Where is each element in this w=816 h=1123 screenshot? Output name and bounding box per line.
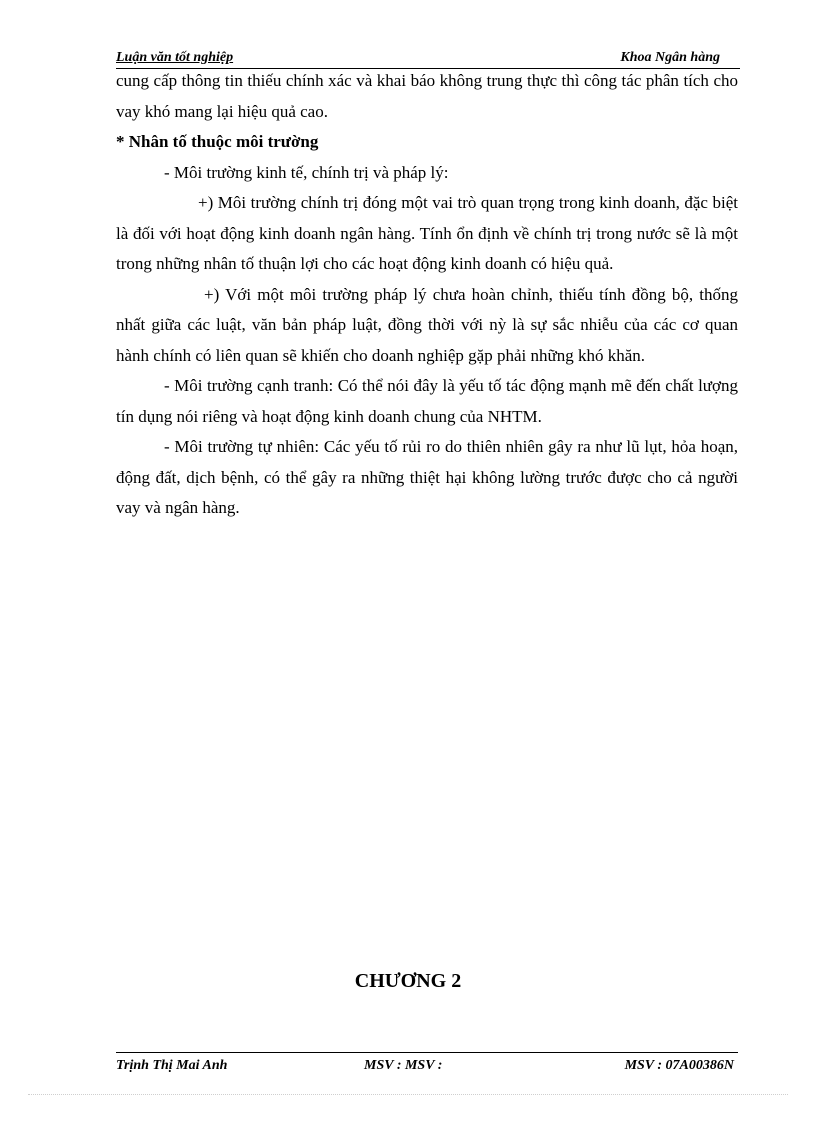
footer-author: Trịnh Thị Mai Anh [116,1058,228,1073]
bullet-natural-environment: - Môi trường tự nhiên: Các yếu tố rủi ro do thiên nhiên gây ra như lũ lụt, hỏa hoạn, động đất, dịch bệnh, có thể gây ra những thiệt hại không lường trước được cho cả người vay và ngân hàng. [116,437,738,517]
document-body [116,66,738,524]
paragraph-legal-environment: +) Với một môi trường pháp lý chưa hoàn chỉnh, thiếu tính đồng bộ, thống nhất giữa các luật, văn bản pháp luật, đồng thời với nỳ là sự sắc nhiễu của các cơ quan hành chính có liên quan sẽ khiến cho doanh nghiệp gặp phải những khó khăn. [116,284,738,365]
header-faculty-label: Khoa Ngân hàng [620,50,720,65]
bullet-economic-political-legal: - Môi trường kinh tế, chính trị và pháp lý: [164,162,449,182]
bullet-competitive-environment: - Môi trường cạnh tranh: Có thể nói đây là yếu tố tác động mạnh mẽ đến chất lượng tín dụng nói riêng và hoạt động kinh doanh chung của NHTM. [116,376,738,426]
footer-student-id-middle: MSV : MSV : [364,1058,443,1073]
chapter-title: CHƯƠNG 2 [354,970,462,992]
paragraph-political-environment: +) Môi trường chính trị đóng một vai trò quan trọng trong kinh doanh, đặc biệt là đối với hoạt động kinh doanh ngân hàng. Tính ổn định về chính trị trong nước sẽ là một trong những nhân tố thuận lợi cho các hoạt động kinh doanh có hiệu quả. [116,193,738,273]
paragraph-continuation: cung cấp thông tin thiếu chính xác và khai báo không trung thực thì công tác phân tích cho vay khó mang lại hiệu quả cao. [116,71,738,121]
footer-student-id: MSV : 07A00386N [624,1058,734,1073]
header-thesis-label: Luận văn tốt nghiệp [116,50,234,65]
section-heading-environment: * Nhân tố thuộc môi trường [116,132,319,151]
page-bottom-divider [28,1094,788,1095]
page-footer [116,1052,738,1075]
